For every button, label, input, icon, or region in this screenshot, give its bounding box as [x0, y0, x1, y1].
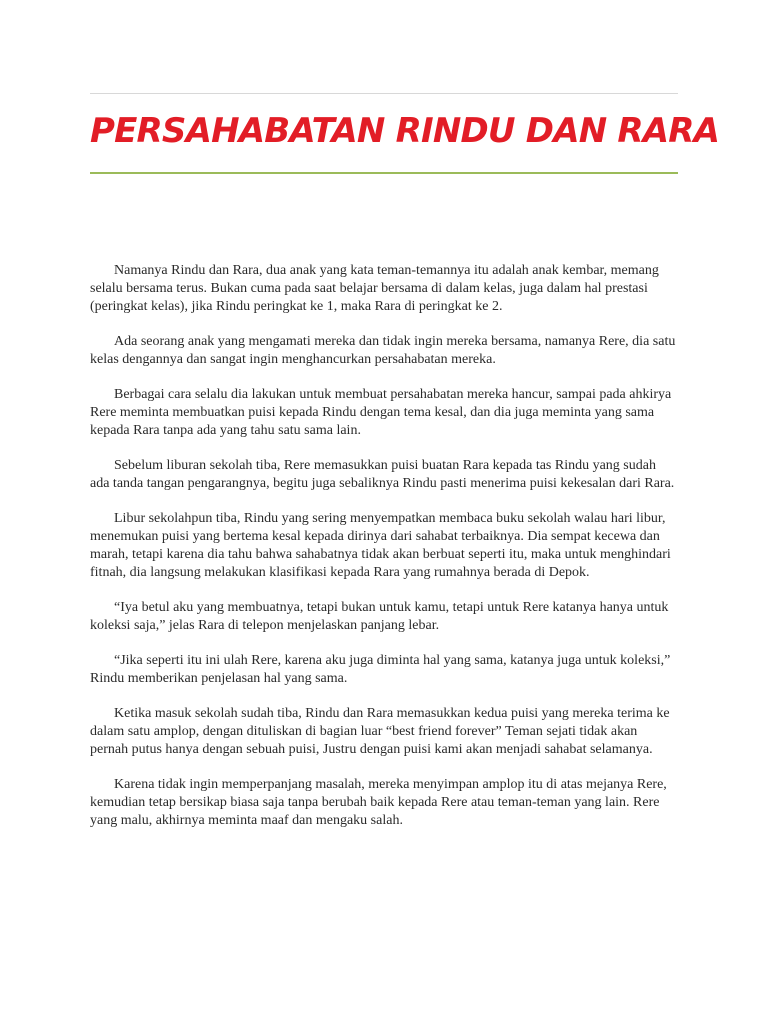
paragraph-4: Sebelum liburan sekolah tiba, Rere memasukkan puisi buatan Rara kepada tas Rindu yang sudah ada tanda tangan pengarangnya, begitu juga sebaliknya Rindu pasti menerima puisi kekesalan dari Rara. [90, 458, 675, 491]
paragraph-9: Karena tidak ingin memperpanjang masalah, mereka menyimpan amplop itu di atas mejanya Rere, kemudian tetap bersikap biasa saja tanpa berubah baik kepada Rere atau teman-teman yang lain. Rere yang malu, akhirnya meminta maaf dan mengaku salah. [90, 777, 667, 828]
document-body [90, 262, 678, 847]
top-divider [90, 93, 678, 94]
paragraph-3: Berbagai cara selalu dia lakukan untuk membuat persahabatan mereka hancur, sampai pada ahkirya Rere meminta membuatkan puisi kepada Rindu dengan tema kesal, dan dia juga meminta yang sama kepada Rara tanpa ada yang tahu satu sama lain. [90, 387, 672, 438]
document-title: PERSAHABATAN RINDU DAN RARA [90, 111, 720, 151]
paragraph-5: Libur sekolahpun tiba, Rindu yang sering menyempatkan membaca buku sekolah walau hari libur, menemukan puisi yang bertema kesal kepada dirinya dari sahabat terbaiknya. Dia sempat kecewa dan marah, tetapi karena dia tahu bahwa sahabatnya tidak akan berbuat seperti itu, maka untuk menghindari fitnah, dia langsung melakukan klasifikasi kepada Rara yang rumahnya berada di Depok. [90, 511, 671, 580]
paragraph-7: “Jika seperti itu ini ulah Rere, karena aku juga diminta hal yang sama, katanya juga untuk koleksi,” Rindu memberikan penjelasan hal yang sama. [90, 653, 671, 686]
paragraph-2: Ada seorang anak yang mengamati mereka dan tidak ingin mereka bersama, namanya Rere, dia satu kelas dengannya dan sangat ingin menghancurkan persahabatan mereka. [90, 334, 676, 367]
paragraph-1: Namanya Rindu dan Rara, dua anak yang kata teman-temannya itu adalah anak kembar, memang selalu bersama terus. Bukan cuma pada saat belajar bersama di dalam kelas, juga dalam hal prestasi (peringkat kelas), jika Rindu peringkat ke 1, maka Rara di peringkat ke 2. [90, 263, 659, 314]
paragraph-6: “Iya betul aku yang membuatnya, tetapi bukan untuk kamu, tetapi untuk Rere katanya hanya untuk koleksi saja,” jelas Rara di telepon menjelaskan panjang lebar. [90, 600, 669, 633]
title-underline [90, 172, 678, 174]
paragraph-8: Ketika masuk sekolah sudah tiba, Rindu dan Rara memasukkan kedua puisi yang mereka terima ke dalam satu amplop, dengan dituliskan di bagian luar “best friend forever” Teman sejati tidak akan pernah putus hanya dengan sebuah puisi, Justru dengan puisi kami akan menjadi sahabat selamanya. [90, 706, 670, 757]
